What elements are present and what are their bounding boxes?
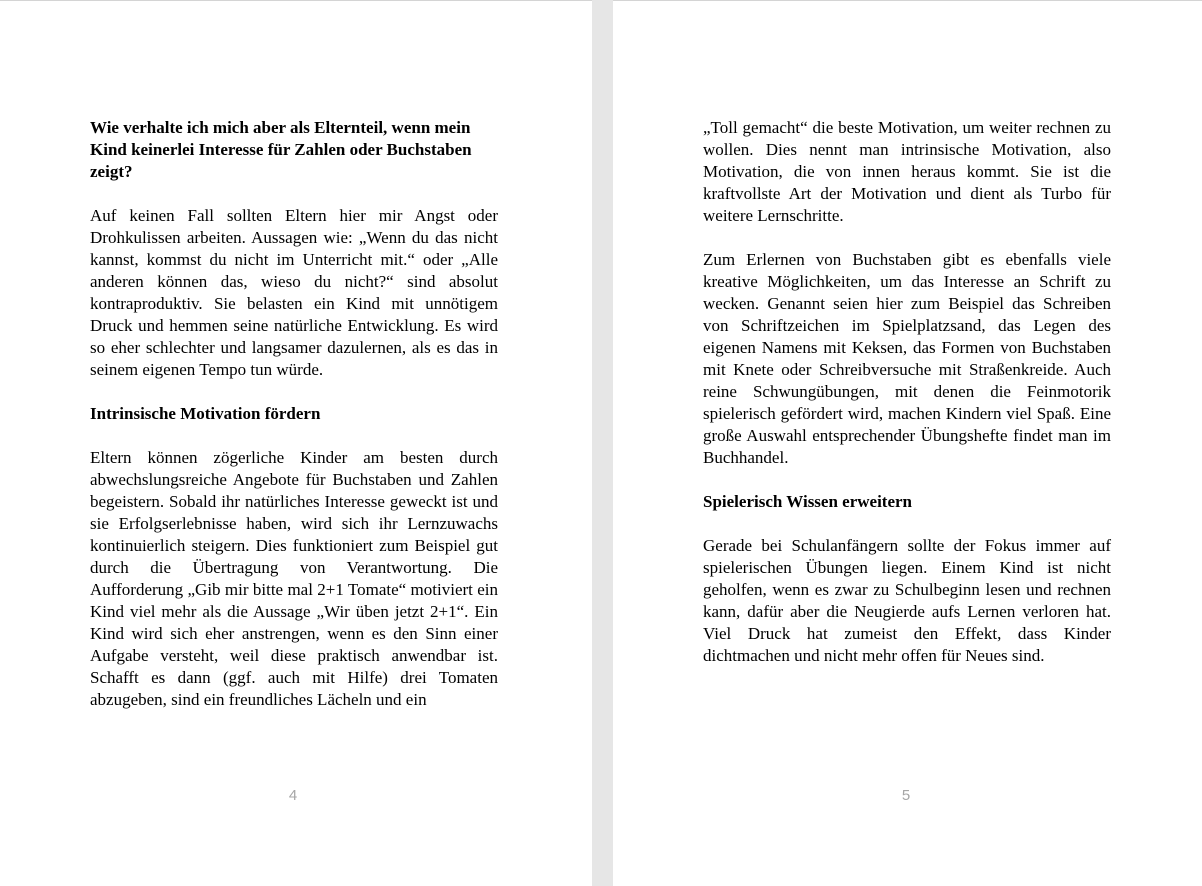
section-heading: Intrinsische Motivation fördern bbox=[90, 404, 321, 423]
section-heading: Wie verhalte ich mich aber als Elternteil, wenn mein Kind keinerlei Interesse für Zahlen oder Buchstaben zeigt? bbox=[90, 118, 472, 181]
body-paragraph: Auf keinen Fall sollten Eltern hier mir Angst oder Drohkulissen arbeiten. Aussagen wie: „Wenn du das nicht kannst, kommst du nicht im Unterricht mit.“ oder „Alle anderen können das, wieso du nicht?“ sind absolut kontraproduktiv. Sie belasten ein Kind mit unnötigem Druck und hemmen seine natürliche Entwicklung. Es wird so eher schlechter und langsamer dazulernen, als es das in seinem eigenen Tempo tun würde. bbox=[90, 206, 498, 379]
section-heading: Spielerisch Wissen erweitern bbox=[703, 492, 913, 511]
body-paragraph: Eltern können zögerliche Kinder am besten durch abwechslungsreiche Angebote für Buchstaben und Zahlen begeistern. Sobald ihr natürliches Interesse geweckt ist und sie Erfolgserlebnisse haben, wird sich ihr Lernzuwachs kontinuierlich steigern. Dies funktioniert zum Beispiel gut durch die Übertragung von Verantwortung. Die Aufforderung „Gib mir bitte mal 2+1 Tomate“ motiviert ein Kind viel mehr als die Aussage „Wir üben jetzt 2+1“. Ein Kind wird sich eher anstrengen, wenn es den Sinn einer Aufgabe versteht, weil diese praktisch anwendbar ist. Schafft es dann (ggf. auch mit Hilfe) drei Tomaten abzugeben, sind ein freundliches Lächeln und ein bbox=[90, 448, 498, 709]
body-paragraph: „Toll gemacht“ die beste Motivation, um weiter rechnen zu wollen. Dies nennt man intrinsische Motivation, also Motivation, die von innen heraus kommt. Sie ist die kraftvollste Art der Motivation und dient als Turbo für weitere Lernschritte. bbox=[703, 118, 1111, 225]
page-4 bbox=[0, 0, 592, 886]
page-number: 4 bbox=[288, 787, 298, 804]
page-number: 5 bbox=[901, 787, 911, 804]
body-paragraph: Zum Erlernen von Buchstaben gibt es ebenfalls viele kreative Möglichkeiten, um das Interesse an Schrift zu wecken. Genannt seien hier zum Beispiel das Schreiben von Schriftzeichen im Spielplatzsand, das Legen des eigenen Namens mit Keksen, das Formen von Buchstaben mit Knete oder Schreibversuche mit Straßenkreide. Auch reine Schwungübungen, mit denen die Feinmotorik spielerisch gefördert wird, machen Kindern viel Spaß. Eine große Auswahl entsprechender Übungshefte findet man im Buchhandel. bbox=[703, 250, 1111, 467]
text-column bbox=[90, 117, 498, 711]
body-paragraph: Gerade bei Schulanfängern sollte der Fokus immer auf spielerischen Übungen liegen. Einem Kind ist nicht geholfen, wenn es zwar zu Schulbeginn lesen und rechnen kann, dafür aber die Neugierde aufs Lernen verloren hat. Viel Druck hat zumeist den Effekt, dass Kinder dichtmachen und nicht mehr offen für Neues sind. bbox=[703, 536, 1111, 665]
page-5 bbox=[613, 0, 1202, 886]
text-column bbox=[703, 117, 1111, 667]
